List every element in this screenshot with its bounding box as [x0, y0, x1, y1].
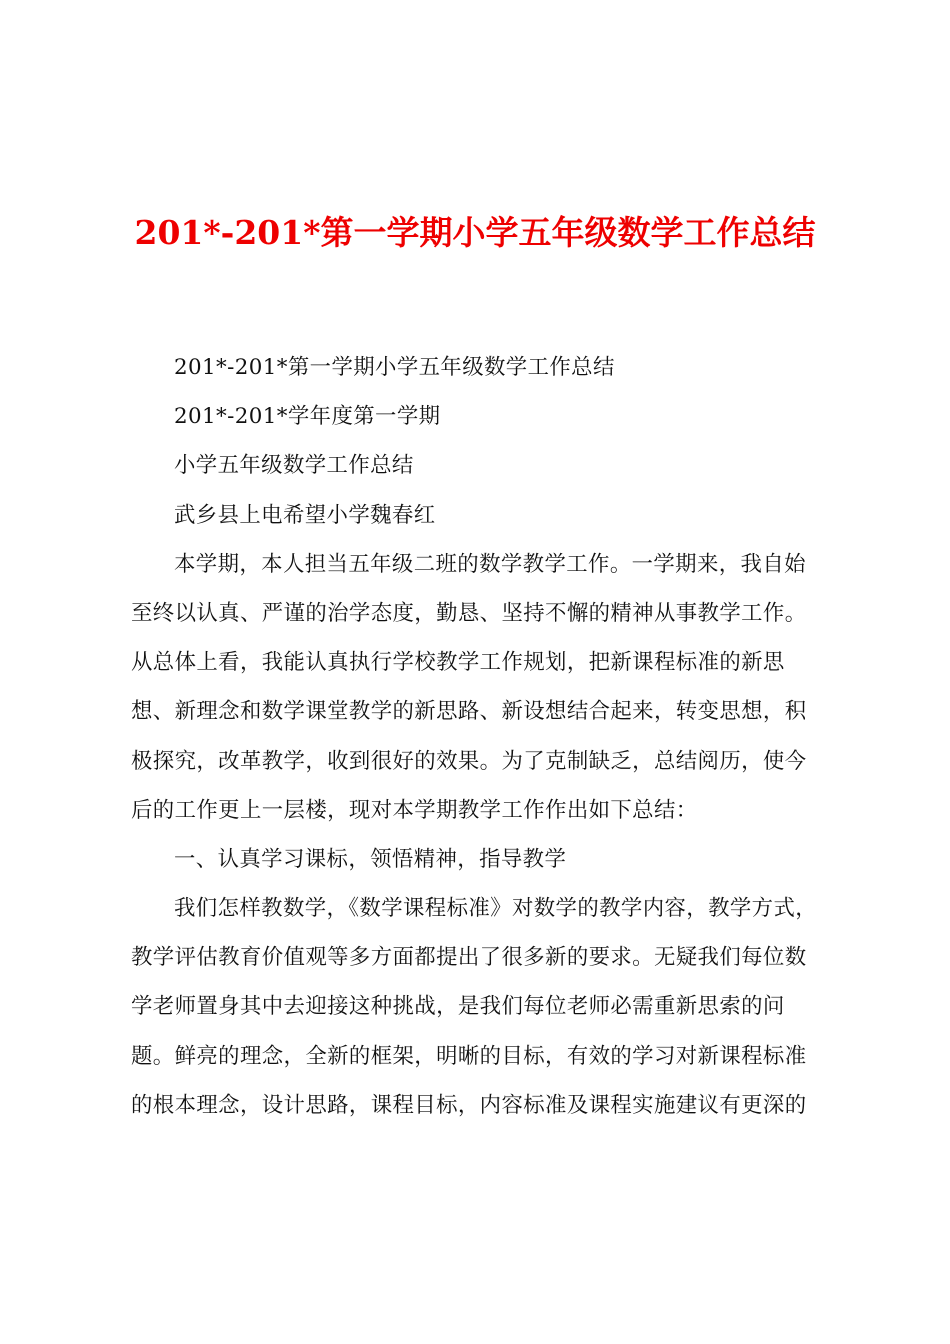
body-line: 后的工作更上一层楼，现对本学期教学工作作出如下总结： [131, 797, 698, 823]
body-line: 我们怎样教数学，《数学课程标准》对数学的教学内容，教学方式， [174, 896, 818, 922]
body-line: 极探究，改革教学，收到很好的效果。为了克制缺乏，总结阅历，使今 [131, 748, 807, 774]
body-line: 教学评估教育价值观等多方面都提出了很多新的要求。无疑我们每位数 [131, 945, 807, 971]
body-line: 201*-201*第一学期小学五年级数学工作总结 [174, 355, 615, 380]
body-line: 的根本理念，设计思路，课程目标，内容标准及课程实施建议有更深的 [131, 1092, 807, 1118]
body-line: 武乡县上电希望小学魏春红 [174, 502, 436, 528]
body-line: 从总体上看，我能认真执行学校教学工作规划，把新课程标准的新思 [131, 650, 785, 676]
body-line: 本学期，本人担当五年级二班的数学教学工作。一学期来，我自始 [174, 551, 806, 577]
body-line: 至终以认真、严谨的治学态度，勤恳、坚持不懈的精神从事教学工作。 [131, 600, 807, 626]
body-line: 201*-201*学年度第一学期 [174, 404, 441, 430]
body-line: 小学五年级数学工作总结 [174, 453, 414, 479]
document-body [131, 343, 831, 1130]
body-line: 想、新理念和数学课堂教学的新思路、新设想结合起来，转变思想，积 [131, 699, 807, 725]
body-line: 题。鲜亮的理念，全新的框架，明晰的目标，有效的学习对新课程标准 [131, 1043, 807, 1069]
body-line: 学老师置身其中去迎接这种挑战，是我们每位老师必需重新思索的问 [131, 994, 785, 1020]
section-heading: 一、认真学习课标，领悟精神，指导教学 [174, 846, 567, 872]
document-title: 201*-201*第一学期小学五年级数学工作总结 [134, 213, 816, 252]
